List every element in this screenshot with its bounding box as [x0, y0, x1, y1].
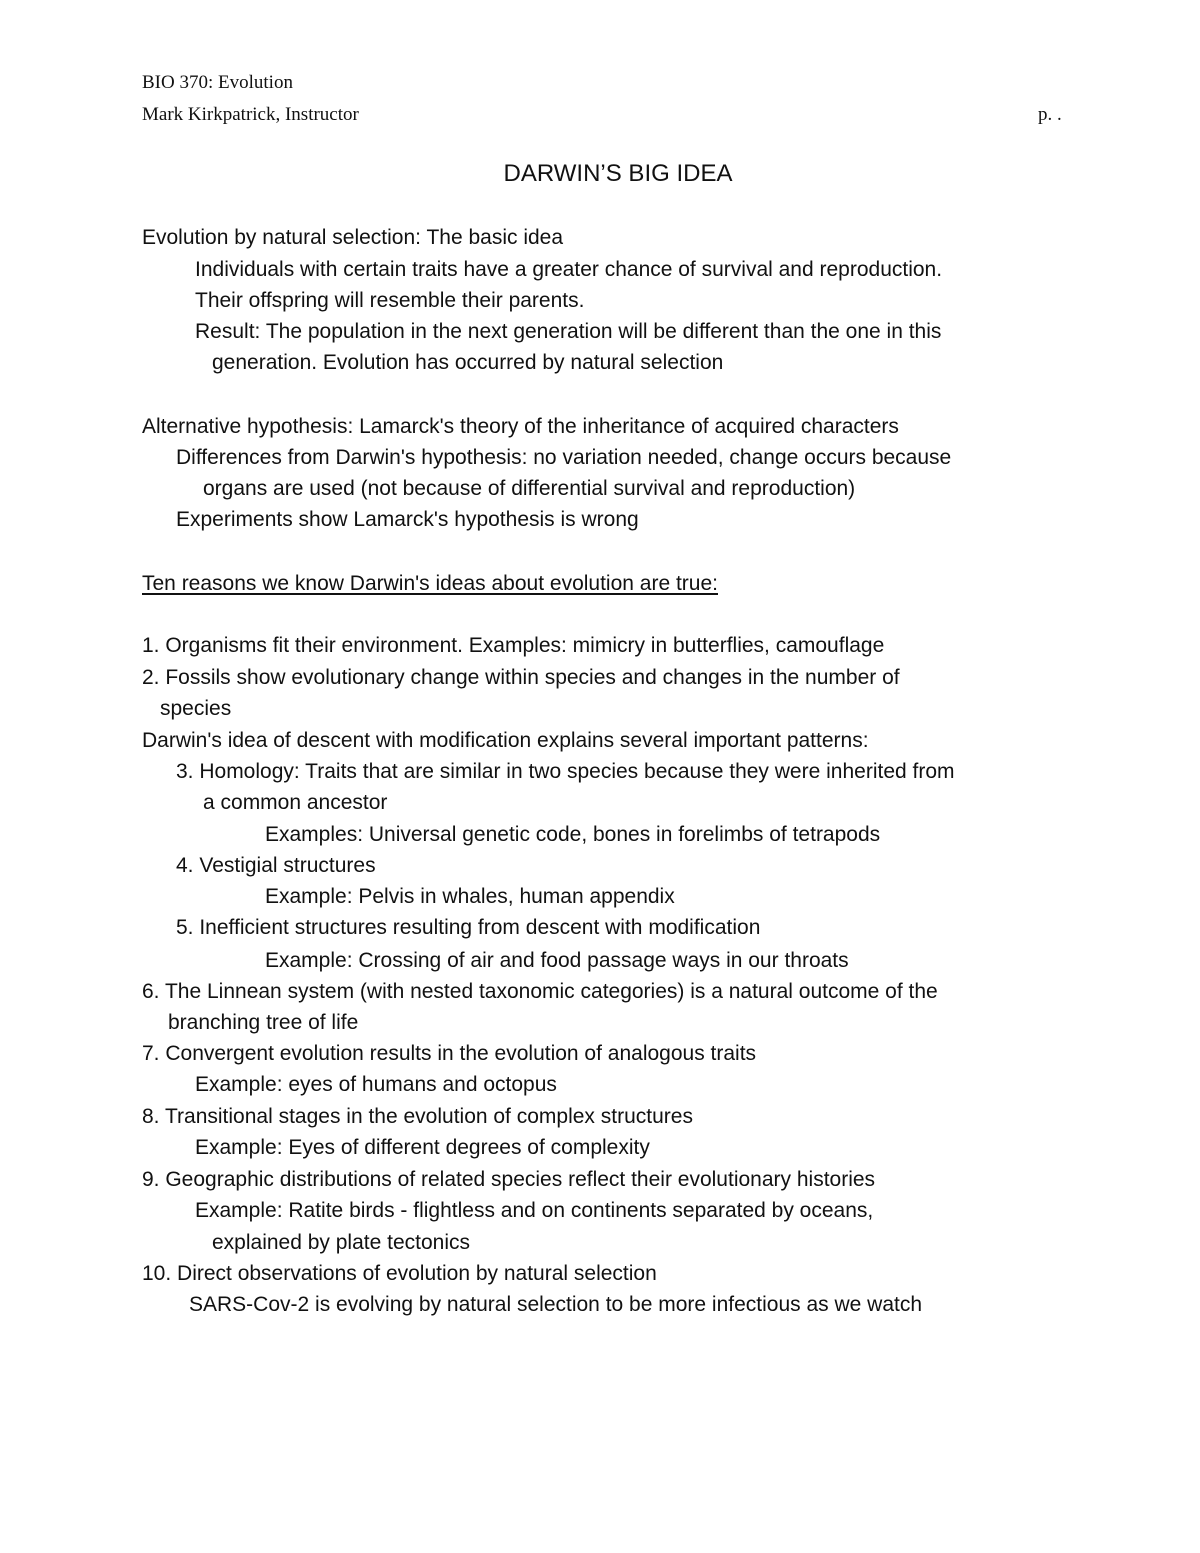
- reason-example: Examples: Universal genetic code, bones in forelimbs of tetrapods: [265, 823, 881, 846]
- reason-line: a common ancestor: [203, 791, 388, 814]
- reason-line: 3. Homology: Traits that are similar in two species because they were inherited from: [176, 760, 955, 783]
- course-header: BIO 370: Evolution: [142, 72, 293, 93]
- alternative-point: Differences from Darwin's hypothesis: no variation needed, change occurs because: [176, 446, 952, 469]
- reason-line: 7. Convergent evolution results in the evolution of analogous traits: [142, 1042, 757, 1065]
- natural-selection-point: Individuals with certain traits have a greater chance of survival and reproduction.: [195, 258, 943, 281]
- reason-line: 4. Vestigial structures: [176, 854, 376, 877]
- reason-line: branching tree of life: [168, 1011, 359, 1034]
- alternative-point: Experiments show Lamarck's hypothesis is wrong: [176, 508, 639, 531]
- page-title: DARWIN’S BIG IDEA: [503, 160, 733, 187]
- reason-example: Example: Crossing of air and food passage ways in our throats: [265, 949, 849, 972]
- natural-selection-point: generation. Evolution has occurred by natural selection: [212, 351, 724, 374]
- reasons-heading: Ten reasons we know Darwin's ideas about evolution are true:: [142, 572, 718, 595]
- reason-example: Example: Eyes of different degrees of complexity: [195, 1136, 650, 1159]
- alternative-heading: Alternative hypothesis: Lamarck's theory of the inheritance of acquired characters: [142, 415, 899, 438]
- reason-example: Example: eyes of humans and octopus: [195, 1073, 557, 1096]
- reason-line: 1. Organisms fit their environment. Examples: mimicry in butterflies, camouflage: [142, 634, 885, 657]
- page-number: p. .: [1038, 104, 1062, 125]
- reason-line: species: [160, 697, 232, 720]
- instructor-header: Mark Kirkpatrick, Instructor: [142, 104, 359, 125]
- natural-selection-point: Result: The population in the next generation will be different than the one in this: [195, 320, 942, 343]
- natural-selection-point: Their offspring will resemble their parents.: [195, 289, 585, 312]
- reason-example: SARS-Cov-2 is evolving by natural selection to be more infectious as we watch: [189, 1293, 923, 1316]
- reason-line: 9. Geographic distributions of related species reflect their evolutionary histories: [142, 1168, 876, 1191]
- reason-line: 8. Transitional stages in the evolution of complex structures: [142, 1105, 693, 1128]
- natural-selection-heading: Evolution by natural selection: The basic idea: [142, 226, 564, 249]
- alternative-point: organs are used (not because of differential survival and reproduction): [203, 477, 856, 500]
- reason-example: Example: Ratite birds - flightless and on continents separated by oceans,: [195, 1199, 874, 1222]
- reason-example: explained by plate tectonics: [212, 1231, 470, 1254]
- reason-line: 5. Inefficient structures resulting from descent with modification: [176, 916, 761, 939]
- reason-line: 2. Fossils show evolutionary change within species and changes in the number of: [142, 666, 900, 689]
- reason-line: 6. The Linnean system (with nested taxonomic categories) is a natural outcome of the: [142, 980, 938, 1003]
- reason-line: Darwin's idea of descent with modification explains several important patterns:: [142, 729, 869, 752]
- reason-example: Example: Pelvis in whales, human appendix: [265, 885, 675, 908]
- reason-line: 10. Direct observations of evolution by natural selection: [142, 1262, 657, 1285]
